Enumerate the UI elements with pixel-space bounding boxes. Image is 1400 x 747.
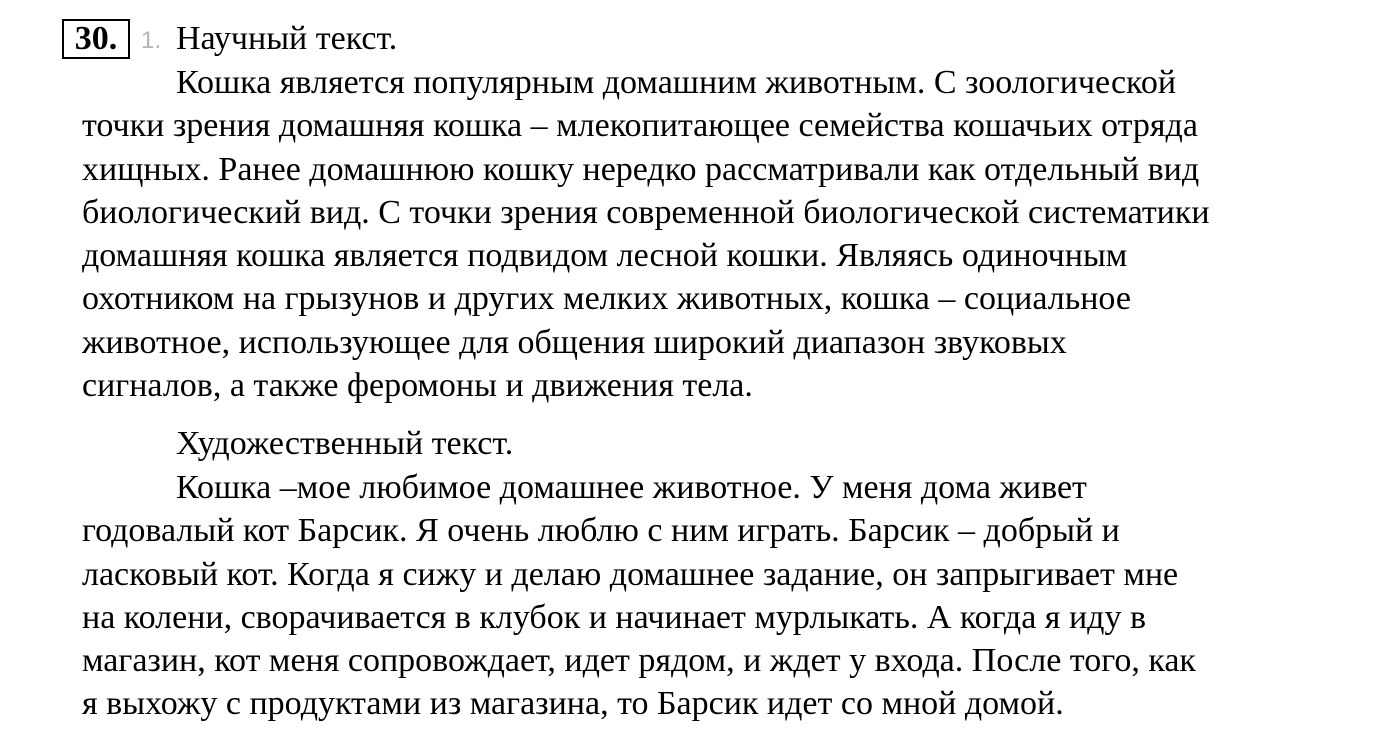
text-line: годовалый кот Барсик. Я очень люблю с ним играть. Барсик – добрый и <box>82 512 1120 550</box>
text-line: магазин, кот меня сопровождает, идет рядом, и ждет у входа. После того, как <box>82 642 1196 680</box>
text-line: животное, использующее для общения широкий диапазон звуковых <box>82 323 1067 361</box>
section-heading-scientific: Научный текст. <box>176 20 398 57</box>
text-line: Кошка является популярным домашним животным. С зоологической <box>176 64 1177 101</box>
text-line: сигналов, а также феромоны и движения тела. <box>82 367 753 405</box>
task-number: 1. <box>141 27 162 54</box>
text-line: на колени, сворачивается в клубок и начинает мурлыкать. А когда я иду в <box>82 598 1146 636</box>
text-line: Кошка –мое любимое домашнее животное. У меня дома живет <box>176 469 1087 506</box>
text-line: я выхожу с продуктами из магазина, то Барсик идет со мной домой. <box>82 685 1064 723</box>
exercise-number-box: 30. <box>62 19 130 59</box>
text-line: хищных. Ранее домашнюю кошку нередко рассматривали как отдельный вид <box>82 150 1200 188</box>
section-heading-literary: Художественный текст. <box>176 425 514 462</box>
text-line: охотником на грызунов и других мелких животных, кошка – социальное <box>82 280 1131 318</box>
text-line: биологический вид. С точки зрения современной биологической систематики <box>82 193 1210 231</box>
text-line: домашняя кошка является подвидом лесной кошки. Являясь одиночным <box>82 237 1128 275</box>
text-line: точки зрения домашняя кошка – млекопитающее семейства кошачьих отряда <box>82 107 1198 145</box>
paragraph-scientific <box>82 61 1382 407</box>
text-line: ласковый кот. Когда я сижу и делаю домашнее задание, он запрыгивает мне <box>82 555 1179 593</box>
paragraph-literary <box>82 466 1382 726</box>
